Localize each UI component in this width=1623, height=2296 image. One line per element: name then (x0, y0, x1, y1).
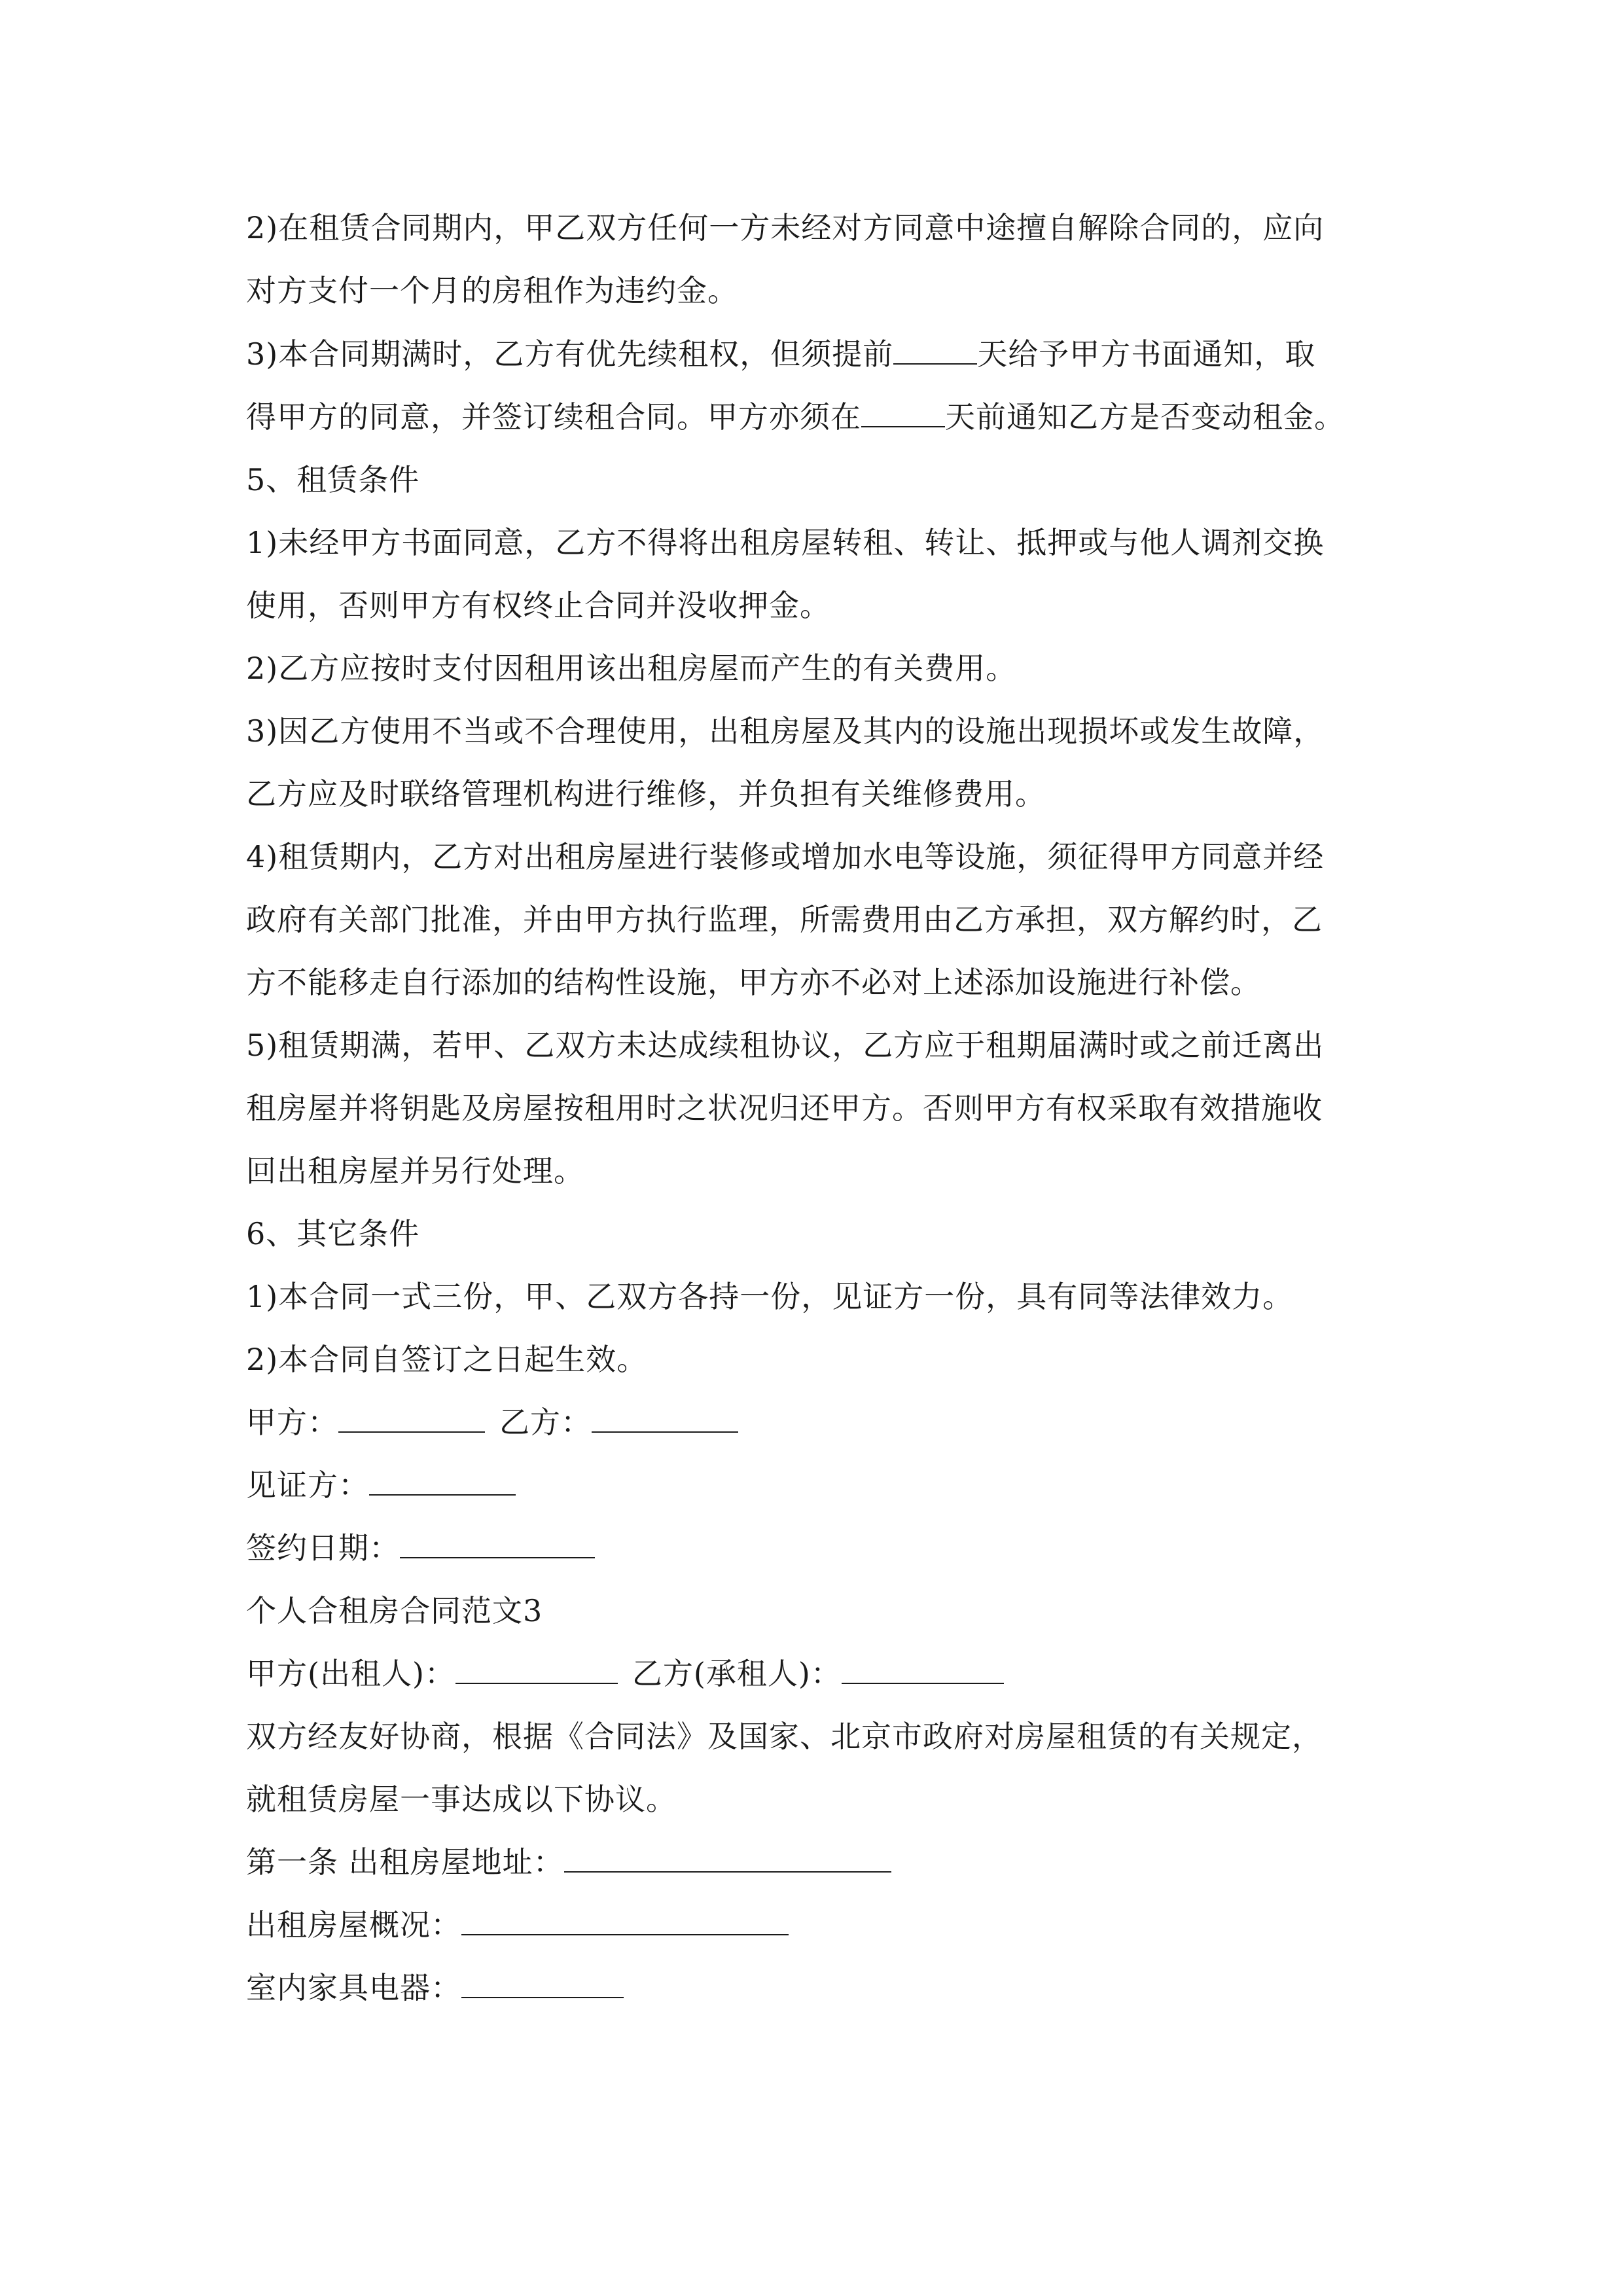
condition-5-line-3 (246, 1139, 584, 1202)
section-heading-6 (246, 1202, 419, 1265)
property-overview-line (246, 1893, 789, 1956)
clause-2-termination-line-1 (246, 196, 1324, 259)
furniture-blank[interactable] (461, 1971, 624, 1998)
text-segment: 租房屋并将钥匙及房屋按租用时之状况归还甲方。否则甲方有权采取有效措施收 (246, 1090, 1323, 1126)
document-title: 个人合租房合同范文3 (246, 1593, 543, 1628)
party-a-signature-blank[interactable] (338, 1405, 485, 1433)
text-segment: 对方支付一个月的房租作为违约金。 (246, 273, 738, 308)
lessee-label: 乙方(承租人)： (632, 1656, 842, 1691)
lessor-label: 甲方(出租人)： (246, 1656, 455, 1691)
furniture-label: 室内家具电器： (246, 1970, 461, 2005)
preamble-line-1 (246, 1705, 1323, 1768)
text-segment: 天给予甲方书面通知，取 (977, 336, 1316, 372)
clause-3-renewal-line-1 (246, 323, 1315, 386)
sign-date-line (246, 1516, 595, 1579)
other-condition-1 (246, 1265, 1293, 1328)
text-segment: 乙方应及时联络管理机构进行维修，并负担有关维修费用。 (246, 776, 1046, 812)
text-segment: 回出租房屋并另行处理。 (246, 1153, 584, 1189)
condition-2-line-1 (246, 637, 1016, 700)
condition-5-line-2 (246, 1077, 1323, 1139)
text-segment: 3)因乙方使用不当或不合理使用，出租房屋及其内的设施出现损坏或发生故障， (246, 713, 1325, 749)
days-blank[interactable] (893, 337, 977, 365)
text-segment: 4)租赁期内，乙方对出租房屋进行装修或增加水电等设施，须征得甲方同意并经 (246, 839, 1325, 874)
other-condition-2 (246, 1328, 647, 1391)
text-segment: 方不能移走自行添加的结构性设施，甲方亦不必对上述添加设施进行补偿。 (246, 965, 1261, 1000)
text-segment: 双方经友好协商，根据《合同法》及国家、北京市政府对房屋租赁的有关规定， (246, 1719, 1323, 1754)
text-segment: 1)本合同一式三份，甲、乙双方各持一份，见证方一份，具有同等法律效力。 (246, 1279, 1294, 1314)
clause-3-renewal-line-2 (246, 386, 1345, 448)
text-segment: 1)未经甲方书面同意，乙方不得将出租房屋转租、转让、抵押或与他人调剂交换 (246, 525, 1325, 560)
section-title: 6、其它条件 (246, 1216, 420, 1251)
article-1-address-line (246, 1831, 891, 1893)
condition-4-line-2 (246, 888, 1323, 951)
text-segment: 3)本合同期满时，乙方有优先续租权，但须提前 (246, 336, 894, 372)
text-segment: 5)租赁期满，若甲、乙双方未达成续租协议，乙方应于租期届满时或之前迁离出 (246, 1028, 1325, 1063)
address-label: 第一条 出租房屋地址： (246, 1844, 564, 1880)
text-segment: 政府有关部门批准，并由甲方执行监理，所需费用由乙方承担，双方解约时，乙 (246, 902, 1323, 937)
condition-5-line-1 (246, 1014, 1324, 1077)
condition-3-line-1 (246, 700, 1324, 762)
preamble-line-2 (246, 1768, 677, 1831)
witness-line (246, 1454, 516, 1516)
text-segment: 2)在租赁合同期内，甲乙双方任何一方未经对方同意中途擅自解除合同的，应向 (246, 210, 1325, 245)
sign-date-blank[interactable] (400, 1531, 595, 1558)
party-b-signature-blank[interactable] (592, 1405, 738, 1433)
text-segment: 就租赁房屋一事达成以下协议。 (246, 1782, 677, 1817)
lessor-blank[interactable] (455, 1657, 618, 1684)
overview-blank[interactable] (461, 1908, 789, 1935)
address-blank[interactable] (564, 1845, 891, 1873)
condition-1-line-1 (246, 511, 1324, 574)
party-a-label: 甲方： (246, 1405, 338, 1440)
section-title: 5、租赁条件 (246, 462, 420, 497)
text-segment: 得甲方的同意，并签订续租合同。甲方亦须在 (246, 399, 861, 435)
condition-4-line-1 (246, 825, 1324, 888)
condition-1-line-2 (246, 574, 830, 637)
contract-3-title (246, 1579, 543, 1642)
text-segment: 天前通知乙方是否变动租金。 (945, 399, 1345, 435)
furniture-appliances-line (246, 1956, 624, 2019)
text-segment: 2)乙方应按时支付因租用该出租房屋而产生的有关费用。 (246, 651, 1017, 686)
lessee-blank[interactable] (842, 1657, 1004, 1684)
section-heading-5 (246, 448, 419, 511)
days-blank[interactable] (861, 400, 945, 427)
lessor-lessee-line (246, 1642, 1004, 1705)
sign-date-label: 签约日期： (246, 1530, 400, 1566)
party-b-label: 乙方： (499, 1405, 592, 1440)
witness-label: 见证方： (246, 1467, 369, 1503)
overview-label: 出租房屋概况： (246, 1907, 461, 1943)
witness-signature-blank[interactable] (369, 1468, 516, 1496)
condition-3-line-2 (246, 762, 1046, 825)
signature-parties-line (246, 1391, 738, 1454)
condition-4-line-3 (246, 951, 1261, 1014)
text-segment: 使用，否则甲方有权终止合同并没收押金。 (246, 588, 830, 623)
text-segment: 2)本合同自签订之日起生效。 (246, 1342, 648, 1377)
clause-2-termination-line-2 (246, 259, 738, 322)
